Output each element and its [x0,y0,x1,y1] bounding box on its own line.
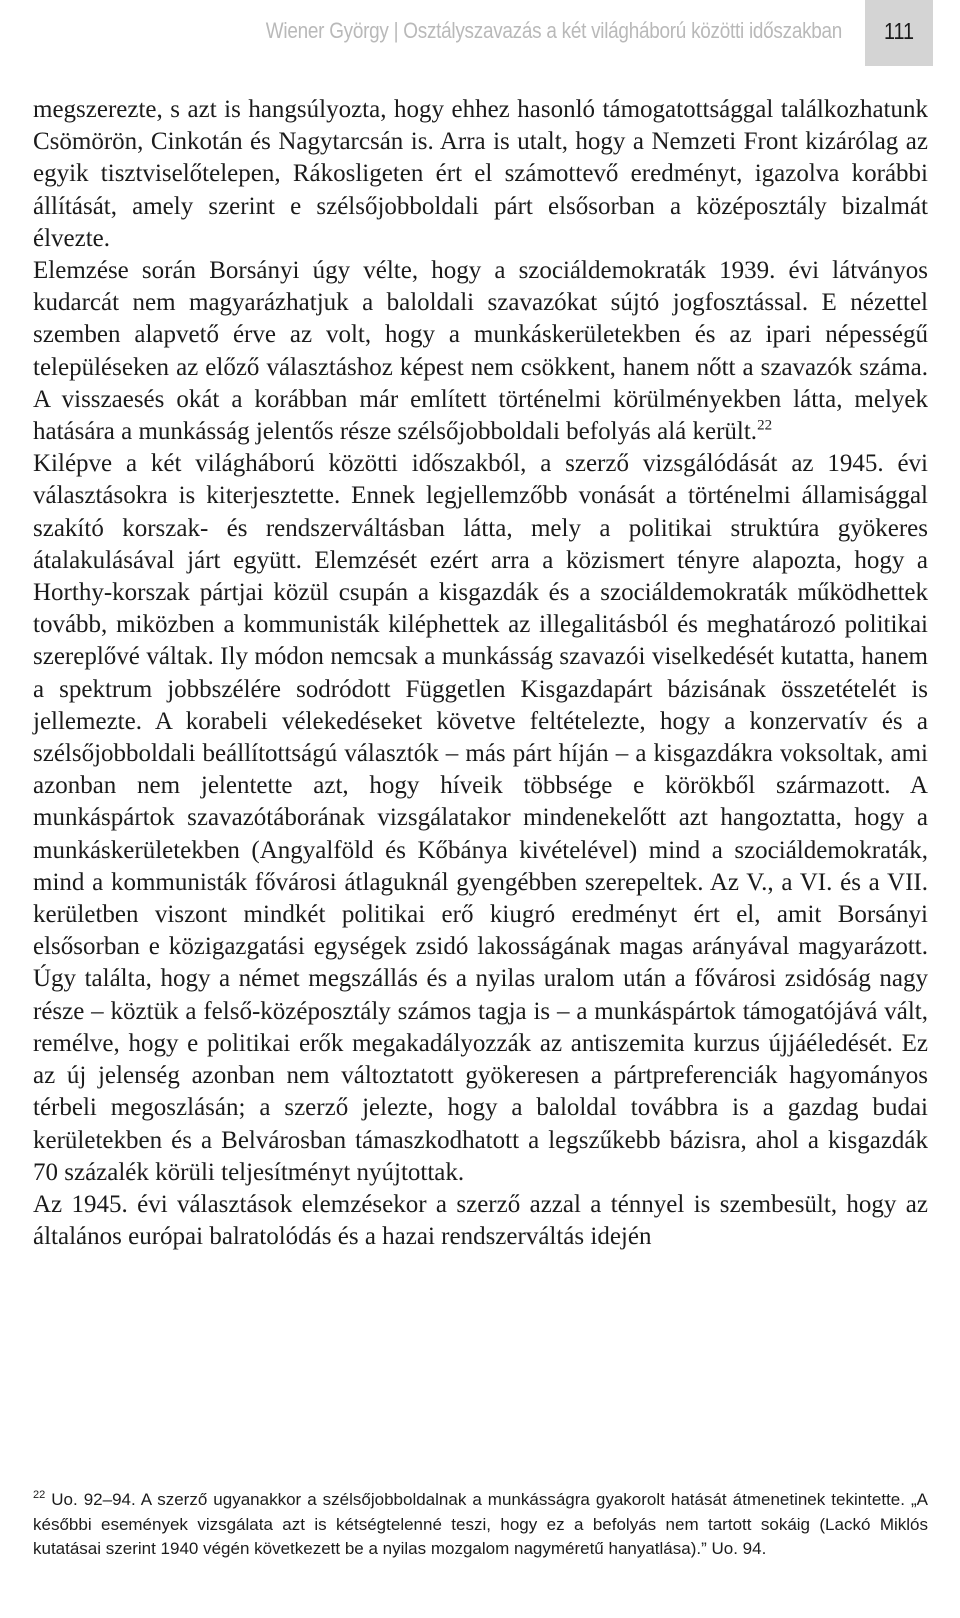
footnote-reference: 22 [757,417,773,434]
body-text [33,94,928,1253]
paragraph-4-text: Az 1945. évi választások elemzésekor a szerző azzal a ténnyel is szembesült, hogy az általános európai balratolódás és a hazai rendszerváltás idején [33,1190,928,1251]
paragraph-4 [33,1189,928,1253]
paragraph-3 [33,448,928,1189]
footnotes [33,1488,928,1562]
footnote-number: 22 [33,1489,46,1502]
paragraph-3-text: Kilépve a két világháború közötti időszakból, a szerző vizsgálódását az 1945. évi választásokra is kiterjesztette. Ennek legjellemzőbb vonását a történelmi államisággal szakító korszak- és rendszerváltásban látta, mely a politikai struktúra gyökeres átalakulásával járt együtt. Elemzését ezért arra a közismert tényre alapozta, hogy a Horthy-korszak pártjai közül csupán a kisgazdák és a szociáldemokraták működhettek tovább, miközben a kommunisták kiléphettek az illegalitásból és meghatározó politikai szereplővé váltak. Ily módon nemcsak a munkásság szavazói viselkedését kutatta, hanem a spektrum jobbszélére sodródott Független Kisgazdapárt bázisának összetételét is jellemezte. A korabeli vélekedéseket követve feltételezte, hogy a konzervatív és a szélsőjobboldali beállítottságú választók – más párt híján – a kisgazdákra voksoltak, ami azonban nem jelentette azt, hogy híveik többsége e körökből származott. A munkáspártok szavazótáborának vizsgálatakor mindenekelőtt azt hangoztatta, hogy a munkáskerületekben (Angyalföld és Kőbánya kivételével) mind a szociáldemokraták, mind a kommunisták fővárosi átlaguknál gyengébben szerepeltek. Az V., a VI. és a VII. kerületben viszont mindkét politikai erő kiugró eredményt ért el, amit Borsányi elsősorban e közigazgatási egységek zsidó lakosságának magas arányával magyarázott. Úgy találta, hogy a német megszállás és a nyilas uralom után a fővárosi zsidóság nagy része – köztük a felső-középosztály számos tagja is – a munkáspártok támogatójává vált, remélve, hogy e politikai erők megakadályozzák az antiszemita kurzus újjáéledését. Ez az új jelenség azonban nem változtatott gyökeresen a pártpreferenciák hagyományos térbeli megoszlásán; a szerző jelezte, hogy a baloldal továbbra is a gazdag budai kerületekben és a Belvárosban támaszkodhatott a legszűkebb bázisra, ahol a kisgazdák 70 százalék körüli teljesítményt nyújtottak. [33,450,928,1186]
footnote-text: Uo. 92–94. A szerző ugyanakkor a szélsőjobboldalnak a munkásságra gyakorolt hatását átmenetinek tekintette. „A későbbi események vizsgálata azt is kétségtelenné teszi, hogy ez a befolyás nem tartott sokáig (Lackó Miklós kutatásai szerint 1940 végén következett be a nyilas mozgalom nagyméretű hanyatlása).” Uo. 94. [33,1490,928,1558]
page-number-box [865,0,933,66]
paragraph-2 [33,255,928,448]
paragraph-2-text: Elemzése során Borsányi úgy vélte, hogy a szociáldemokraták 1939. évi látványos kudarcát nem magyarázhatjuk a baloldali szavazókat sújtó jogfosztással. E nézettel szemben alapvető érve az volt, hogy a munkáskerületekben és az ipari népességű településeken az előző választáshoz képest nem csökkent, hanem nőtt a szavazók száma. A visszaesés okát a korábban már említett történelmi körülményekben látta, melyek hatására a munkásság jelentős része szélsőjobboldali befolyás alá került. [33,257,928,446]
page-number: 111 [883,18,915,44]
running-head [0,0,960,66]
paragraph-1 [33,94,928,255]
paragraph-1-text: megszerezte, s azt is hangsúlyozta, hogy ehhez hasonló támogatottsággal találkozhatunk Csömörön, Cinkotán és Nagytarcsán is. Arra is utalt, hogy a Nemzeti Front kizárólag az egyik tisztviselőtelepen, Rákosligeten ért el számottevő eredményt, igazolva korábbi állítását, amely szerint e szélsőjobboldali párt elsősorban a középosztály bizalmát élvezte. [33,96,928,252]
footnote [33,1488,928,1562]
running-title: Wiener György | Osztályszavazás a két világháború közötti időszakban [265,18,842,43]
